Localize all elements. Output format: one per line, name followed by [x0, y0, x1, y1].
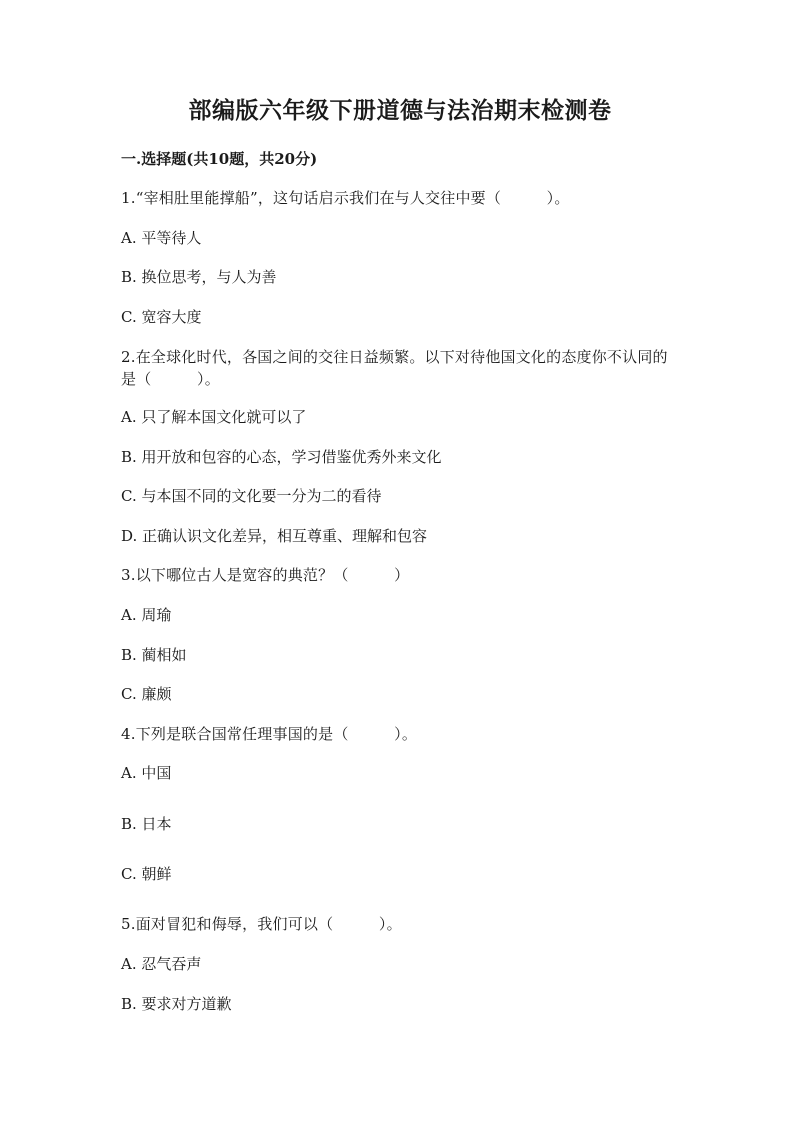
question-4-option-b: B. 日本 — [121, 815, 172, 833]
question-3-text: 3.以下哪位古人是宽容的典范？（ ） — [121, 566, 410, 584]
question-1-option-c: C. 宽容大度 — [121, 308, 202, 326]
question-5-text: 5.面对冒犯和侮辱，我们可以（ ）。 — [121, 915, 402, 933]
question-5-option-b: B. 要求对方道歉 — [121, 995, 232, 1013]
section-title: 一.选择题(共10题，共20分) — [121, 150, 318, 168]
question-2-option-a: A. 只了解本国文化就可以了 — [121, 408, 307, 426]
question-1-option-a: A. 平等待人 — [121, 229, 202, 247]
question-5-option-a: A. 忍气吞声 — [121, 955, 202, 973]
question-2-option-b: B. 用开放和包容的心态，学习借鉴优秀外来文化 — [121, 448, 442, 466]
question-2-text: 2.在全球化时代，各国之间的交往日益频繁。以下对待他国文化的态度你不认同的是（ ）。 — [121, 348, 668, 388]
question-2-option-d: D. 正确认识文化差异，相互尊重、理解和包容 — [121, 527, 428, 545]
question-2-option-c: C. 与本国不同的文化要一分为二的看待 — [121, 487, 382, 505]
question-1-text: 1.“宰相肚里能撑船”，这句话启示我们在与人交往中要（ ）。 — [121, 189, 570, 207]
question-3-option-b: B. 蔺相如 — [121, 646, 187, 664]
document-title: 部编版六年级下册道德与法治期末检测卷 — [188, 97, 612, 124]
question-4-text: 4.下列是联合国常任理事国的是（ ）。 — [121, 725, 418, 743]
question-4-option-a: A. 中国 — [121, 764, 172, 782]
question-4-option-c: C. 朝鲜 — [121, 865, 172, 883]
question-3-option-c: C. 廉颇 — [121, 685, 172, 703]
question-1-option-b: B. 换位思考，与人为善 — [121, 268, 277, 286]
question-3-option-a: A. 周瑜 — [121, 606, 172, 624]
